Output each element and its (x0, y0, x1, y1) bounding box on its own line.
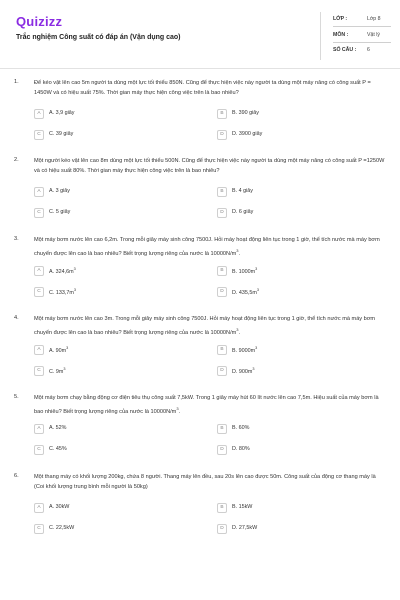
option-letter-box: A (34, 187, 44, 197)
question-number: 6. (14, 473, 19, 479)
option-letter-box: B (217, 345, 227, 355)
answer-option-d[interactable] (217, 445, 377, 457)
option-letter-box: A (34, 109, 44, 119)
option-letter-box: C (34, 445, 44, 455)
option-text: C. $9m^3$ (49, 367, 66, 375)
question-number: 4. (14, 315, 19, 321)
option-letter-box: A (34, 345, 44, 355)
answer-option-b[interactable] (217, 503, 377, 515)
question-text: Một máy bơm nước lên cao 3m. Trong mỗi giây máy sinh công 7500J. Hỏi máy hoạt động liên tục trong 1 giờ, thể tích nước mà máy bơm chuyển được lên cao là bao nhiêu? Biết trọng lượng riêng của nước là $10000N/m^3$. (34, 316, 376, 336)
option-letter-box: A (34, 266, 44, 276)
question-number: 2. (14, 157, 19, 163)
option-text: B. $1000m^3$ (232, 267, 258, 275)
meta-divider (333, 42, 391, 43)
option-letter-box: C (34, 287, 44, 297)
option-letter-box: D (217, 524, 227, 534)
meta-count-value: 6 (367, 47, 370, 53)
answer-option-d[interactable] (217, 366, 377, 378)
option-text: C. $133,7m^3$ (49, 288, 76, 296)
answer-option-a[interactable] (34, 187, 194, 199)
answer-option-d[interactable] (217, 208, 377, 220)
answer-option-b[interactable] (217, 345, 377, 357)
option-text: D. 6 giây (232, 209, 254, 215)
answer-option-c[interactable] (34, 445, 194, 457)
worksheet-title: Trắc nghiệm Công suất có đáp án (Vận dụng cao) (16, 34, 181, 41)
answer-option-c[interactable] (34, 208, 194, 220)
meta-class-value: Lớp 8 (367, 16, 381, 22)
option-text: D. 3900 giây (232, 131, 263, 137)
option-letter-box: B (217, 424, 227, 434)
question-text: Một người kéo vật lên cao 8m dùng một lực tối thiểu 500N. Cũng để thực hiện việc này người ta dùng một máy nâng có công suất P =1250W và có hiệu suất 80%. Thời gian máy thực hiện công việc trên là bao nhiêu? (34, 158, 385, 174)
option-text: C. 5 giây (49, 209, 71, 215)
worksheet-header (0, 0, 400, 62)
option-text: D. 80% (232, 446, 250, 452)
option-letter-box: C (34, 366, 44, 376)
option-text: A. $90m^3$ (49, 346, 69, 354)
quizizz-logo: Quizizz (16, 14, 63, 29)
answer-option-c[interactable] (34, 287, 194, 299)
option-letter-box: D (217, 366, 227, 376)
question-text: Một máy bơm chạy bằng động cơ điện tiêu thụ công suất 7,5kW. Trong 1 giây máy hút 60 lít nước lên cao 7,5m. Hiệu suất của máy bơm là bao nhiêu? Biết trọng lượng riêng của nước là $10000N/m^3$. (34, 395, 379, 415)
answer-option-d[interactable] (217, 130, 377, 142)
option-letter-box: C (34, 208, 44, 218)
option-text: A. 3,9 giây (49, 110, 75, 116)
option-text: C. 45% (49, 446, 67, 452)
meta-count-label: SỐ CÂU : (333, 47, 357, 53)
option-text: B. 390 giây (232, 110, 259, 116)
option-letter-box: B (217, 187, 227, 197)
option-text: B. 60% (232, 425, 250, 431)
meta-subject-value: Vật lý (367, 32, 380, 38)
answer-option-b[interactable] (217, 187, 377, 199)
option-text: D. $435,5m^3$ (232, 288, 259, 296)
option-text: A. 30kW (49, 504, 70, 510)
answer-option-a[interactable] (34, 503, 194, 515)
option-text: C. 22,5kW (49, 525, 75, 531)
option-letter-box: C (34, 524, 44, 534)
answer-option-d[interactable] (217, 287, 377, 299)
option-letter-box: B (217, 109, 227, 119)
answer-option-d[interactable] (217, 524, 377, 536)
answer-option-c[interactable] (34, 524, 194, 536)
meta-class-label: LỚP : (333, 16, 348, 22)
answer-option-c[interactable] (34, 130, 194, 142)
option-text: B. 15kW (232, 504, 253, 510)
option-letter-box: A (34, 503, 44, 513)
question-text: Để kéo vật lên cao 5m người ta dùng một lực tối thiểu 850N. Cũng để thực hiện việc này người ta dùng một máy nâng có công suất P = 1450W và có hiệu suất 75%. Thời gian máy thực hiện công việc trên là bao nhiêu? (34, 80, 371, 96)
answer-option-a[interactable] (34, 266, 194, 278)
answer-option-a[interactable] (34, 345, 194, 357)
option-letter-box: B (217, 266, 227, 276)
option-letter-box: D (217, 287, 227, 297)
meta-divider (333, 26, 391, 27)
option-text: D. 27,5kW (232, 525, 258, 531)
answer-option-b[interactable] (217, 109, 377, 121)
answer-option-a[interactable] (34, 109, 194, 121)
meta-subject-label: MÔN : (333, 32, 349, 38)
option-letter-box: A (34, 424, 44, 434)
option-text: A. $324,6m^3$ (49, 267, 76, 275)
option-letter-box: C (34, 130, 44, 140)
option-text: A. 3 giây (49, 188, 70, 194)
answer-option-b[interactable] (217, 266, 377, 278)
answer-option-a[interactable] (34, 424, 194, 436)
question-number: 1. (14, 79, 19, 85)
option-letter-box: D (217, 208, 227, 218)
option-text: B. 4 giây (232, 188, 253, 194)
answer-option-b[interactable] (217, 424, 377, 436)
header-rule (0, 68, 400, 69)
question-number: 5. (14, 394, 19, 400)
header-divider (320, 12, 321, 60)
option-text: D. $900m^3$ (232, 367, 255, 375)
option-letter-box: B (217, 503, 227, 513)
option-text: B. $9000m^3$ (232, 346, 258, 354)
question-number: 3. (14, 236, 19, 242)
option-text: C. 39 giây (49, 131, 74, 137)
option-text: A. 52% (49, 425, 67, 431)
question-text: Một thang máy có khối lượng 200kg, chứa 8 người. Thang máy lên đều, sau 20s lên cao được 50m. Công suất của động cơ thang máy là (Coi khối lượng trung bình mỗi người là 50kg) (34, 474, 376, 490)
answer-option-c[interactable] (34, 366, 194, 378)
option-letter-box: D (217, 445, 227, 455)
option-letter-box: D (217, 130, 227, 140)
question-text: Một máy bơm nước lên cao 6,2m. Trong mỗi giây máy sinh công 7500J. Hỏi máy hoạt động liên tục trong 1 giờ, thể tích nước mà máy bơm chuyển được lên cao là bao nhiêu? Biết trọng lượng riêng của nước là $10000N/m^3$. (34, 237, 380, 257)
